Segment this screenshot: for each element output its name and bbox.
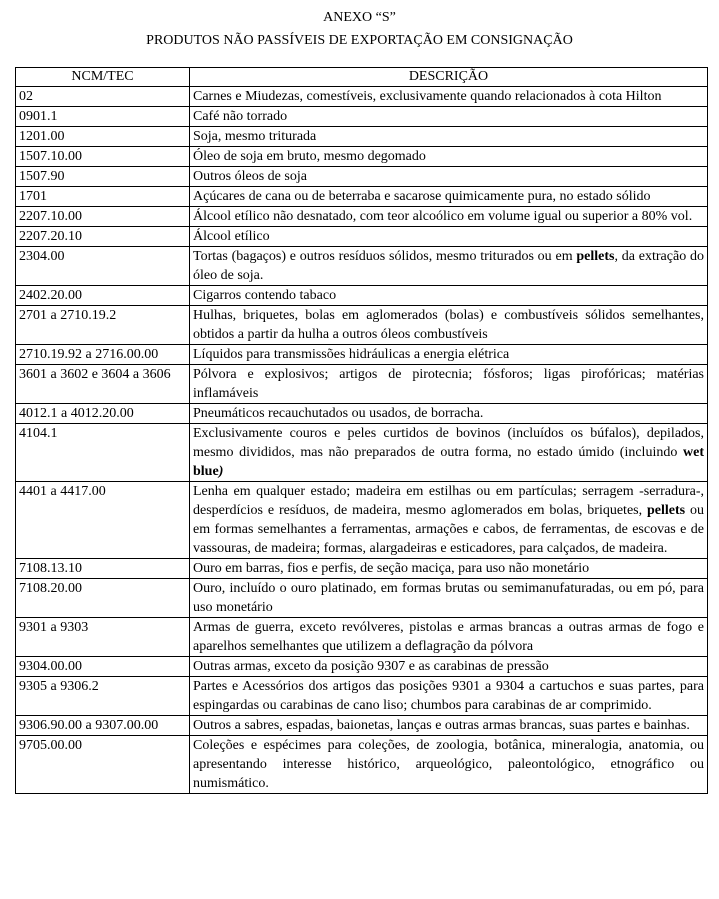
ncm-code-cell: 9305 a 9306.2 — [16, 677, 190, 716]
table-row — [16, 227, 708, 247]
description-emphasis: pellets — [647, 503, 686, 518]
table-header-row — [16, 68, 708, 87]
ncm-code-cell: 1701 — [16, 187, 190, 207]
table-row — [16, 579, 708, 618]
description-text: , da extração do óleo de soja. — [193, 249, 704, 283]
description-cell: Outros a sabres, espadas, baionetas, lanças e outras armas brancas, suas partes e bainhas. — [190, 716, 708, 736]
description-cell: Hulhas, briquetes, bolas em aglomerados (bolas) e combustíveis sólidos semelhantes, obtidos a partir da hulha a outros óleos combustíveis — [190, 306, 708, 345]
ncm-code-cell: 9306.90.00 a 9307.00.00 — [16, 716, 190, 736]
description-cell: Armas de guerra, exceto revólveres, pistolas e armas brancas a outras armas de fogo e aparelhos semelhantes que utilizem a deflagração da pólvora — [190, 618, 708, 657]
description-cell: Outros óleos de soja — [190, 167, 708, 187]
ncm-code-cell: 2304.00 — [16, 247, 190, 286]
ncm-code-cell: 0901.1 — [16, 107, 190, 127]
ncm-code-cell: 2710.19.92 a 2716.00.00 — [16, 345, 190, 365]
ncm-code-cell: 1507.90 — [16, 167, 190, 187]
annex-subtitle: PRODUTOS NÃO PASSÍVEIS DE EXPORTAÇÃO EM CONSIGNAÇÃO — [146, 33, 573, 48]
description-cell — [190, 482, 708, 559]
table-row — [16, 657, 708, 677]
description-cell: Pneumáticos recauchutados ou usados, de borracha. — [190, 404, 708, 424]
description-cell: Ouro em barras, fios e perfis, de seção maciça, para uso não monetário — [190, 559, 708, 579]
annex-title: ANEXO “S” — [323, 10, 396, 25]
table-row — [16, 127, 708, 147]
table-row — [16, 87, 708, 107]
ncm-code-cell: 7108.20.00 — [16, 579, 190, 618]
table-row — [16, 677, 708, 716]
table-row — [16, 207, 708, 227]
description-text: Tortas (bagaços) e outros resíduos sólidos, mesmo triturados ou em — [193, 249, 577, 264]
description-cell: Pólvora e explosivos; artigos de pirotecnia; fósforos; ligas pirofóricas; matérias inflamáveis — [190, 365, 708, 404]
ncm-code-cell: 2207.20.10 — [16, 227, 190, 247]
description-cell: Cigarros contendo tabaco — [190, 286, 708, 306]
description-cell: Carnes e Miudezas, comestíveis, exclusivamente quando relacionados à cota Hilton — [190, 87, 708, 107]
table-row — [16, 167, 708, 187]
column-header-ncm: NCM/TEC — [16, 68, 190, 87]
description-cell: Ouro, incluído o ouro platinado, em formas brutas ou semimanufaturadas, ou em pó, para uso monetário — [190, 579, 708, 618]
table-row — [16, 286, 708, 306]
table-row — [16, 306, 708, 345]
ncm-code-cell: 2701 a 2710.19.2 — [16, 306, 190, 345]
description-cell — [190, 424, 708, 482]
table-row — [16, 147, 708, 167]
description-cell: Outras armas, exceto da posição 9307 e as carabinas de pressão — [190, 657, 708, 677]
description-emphasis: wet blue — [193, 445, 704, 479]
description-cell: Café não torrado — [190, 107, 708, 127]
description-cell: Álcool etílico não desnatado, com teor alcoólico em volume igual ou superior a 80% vol. — [190, 207, 708, 227]
description-text: Exclusivamente couros e peles curtidos de bovinos (incluídos os búfalos), depilados, mesmo divididos, mas não preparados de outra forma, no estado úmido (incluindo — [193, 426, 704, 460]
description-cell: Coleções e espécimes para coleções, de zoologia, botânica, mineralogia, anatomia, ou apresentando interesse histórico, arqueológico, paleontológico, etnográfico ou numismático. — [190, 736, 708, 794]
ncm-code-cell: 9705.00.00 — [16, 736, 190, 794]
ncm-code-cell: 9301 a 9303 — [16, 618, 190, 657]
table-row — [16, 482, 708, 559]
description-text: Lenha em qualquer estado; madeira em estilhas ou em partículas; serragem -serradura-, desperdícios e resíduos, de madeira, mesmo aglomerados em bolas, briquetes, — [193, 484, 704, 518]
table-row — [16, 187, 708, 207]
ncm-code-cell: 4012.1 a 4012.20.00 — [16, 404, 190, 424]
description-text: ) — [218, 464, 224, 479]
table-row — [16, 618, 708, 657]
ncm-code-cell: 1507.10.00 — [16, 147, 190, 167]
description-text: ou em formas semelhantes a ferramentas, armações e cabos, de ferramentas, de escovas e de vassouras, de madeira; formas, alargadeiras e esticadores, para calçados, de madeira. — [193, 503, 704, 556]
ncm-code-cell: 7108.13.10 — [16, 559, 190, 579]
ncm-code-cell: 1201.00 — [16, 127, 190, 147]
description-cell: Óleo de soja em bruto, mesmo degomado — [190, 147, 708, 167]
ncm-code-cell: 2402.20.00 — [16, 286, 190, 306]
table-row — [16, 559, 708, 579]
column-header-description: DESCRIÇÃO — [190, 68, 708, 87]
table-row — [16, 404, 708, 424]
ncm-code-cell: 02 — [16, 87, 190, 107]
table-row — [16, 107, 708, 127]
ncm-code-cell: 4104.1 — [16, 424, 190, 482]
description-cell — [190, 247, 708, 286]
table-row — [16, 247, 708, 286]
description-cell: Líquidos para transmissões hidráulicas a energia elétrica — [190, 345, 708, 365]
description-cell: Açúcares de cana ou de beterraba e sacarose quimicamente pura, no estado sólido — [190, 187, 708, 207]
ncm-code-cell: 4401 a 4417.00 — [16, 482, 190, 559]
table-row — [16, 424, 708, 482]
ncm-code-cell: 9304.00.00 — [16, 657, 190, 677]
description-cell: Álcool etílico — [190, 227, 708, 247]
products-table — [15, 67, 708, 794]
description-cell: Partes e Acessórios dos artigos das posições 9301 a 9304 a cartuchos e suas partes, para espingardas ou carabinas de cano liso; chumbos para carabinas de ar comprimido. — [190, 677, 708, 716]
table-row — [16, 345, 708, 365]
table-row — [16, 736, 708, 794]
ncm-code-cell: 3601 a 3602 e 3604 a 3606 — [16, 365, 190, 404]
table-row — [16, 365, 708, 404]
description-emphasis: pellets — [576, 249, 615, 264]
table-row — [16, 716, 708, 736]
description-cell: Soja, mesmo triturada — [190, 127, 708, 147]
ncm-code-cell: 2207.10.00 — [16, 207, 190, 227]
